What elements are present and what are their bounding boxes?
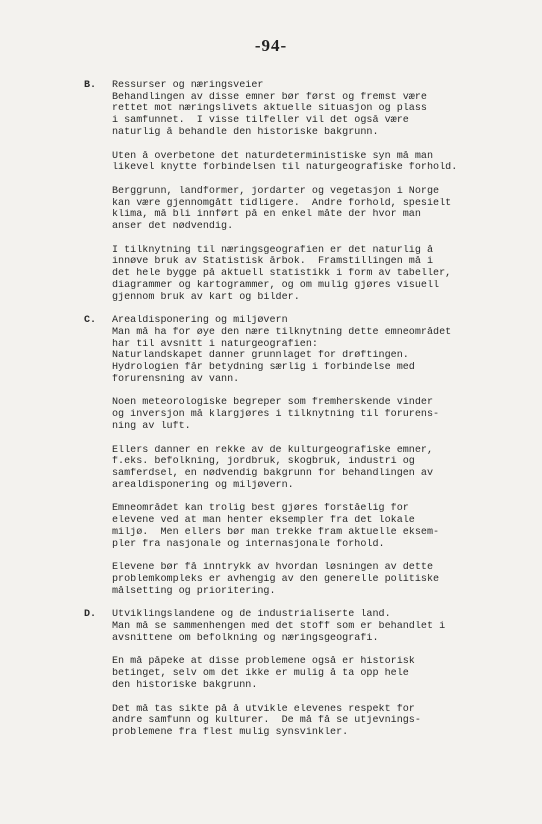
section-letter: B.	[84, 80, 97, 91]
page-number: -94-	[254, 36, 288, 55]
paragraph	[112, 186, 524, 233]
text-line: miljø. Men ellers bør man trekke fram aktuelle eksem-	[112, 526, 440, 538]
section-letter: C.	[84, 315, 97, 327]
text-line: ning av luft.	[112, 420, 191, 432]
paragraph	[112, 397, 524, 432]
text-line: betinget, selv om det ikke er mulig å ta opp hele	[112, 668, 409, 680]
text-line: Uten å overbetone det naturdeterministiske syn må man	[112, 150, 434, 162]
text-line: En må påpeke at disse problemene også er historisk	[112, 656, 415, 668]
text-line: samferdsel, en nødvendig bakgrunn for behandlingen av	[112, 467, 434, 479]
text-line: Ressurser og næringsveier	[112, 80, 264, 91]
text-line: f.eks. befolkning, jordbruk, skogbruk, industri og	[112, 456, 415, 468]
text-line: Ellers danner en rekke av de kulturgeografiske emner,	[112, 444, 434, 456]
paragraph	[112, 245, 524, 304]
document-body	[84, 80, 524, 751]
text-line: andre samfunn og kulturer. De må få se utjevnings-	[112, 715, 421, 727]
text-line: naturlig å behandle den historiske bakgrunn.	[112, 126, 379, 138]
section-b	[84, 80, 524, 303]
paragraph	[112, 704, 524, 739]
text-line: avsnittene om befolkning og næringsgeografi.	[112, 632, 379, 644]
paragraph	[112, 315, 524, 385]
text-line: og inversjon må klargjøres i tilknytning til forurens-	[112, 409, 440, 421]
text-line: har til avsnitt i naturgeografien:	[112, 338, 318, 350]
text-line: pler fra nasjonale og internasjonale forhold.	[112, 538, 385, 550]
section-letter: D.	[84, 609, 97, 621]
text-line: Hydrologien får betydning særlig i forbindelse med	[112, 362, 415, 374]
text-line: kan være gjennomgått tidligere. Andre forhold, spesielt	[112, 197, 452, 209]
text-line: Man må se sammenhengen med det stoff som er behandlet i	[112, 621, 446, 633]
text-line: Man må ha for øye den nære tilknytning dette emneområdet	[112, 326, 452, 338]
text-line: Arealdisponering og miljøvern	[112, 315, 288, 327]
text-line: elevene ved at man henter eksempler fra det lokale	[112, 515, 415, 527]
text-line: forurensning av vann.	[112, 373, 240, 385]
text-line: Elevene bør få inntrykk av hvordan løsningen av dette	[112, 562, 434, 574]
text-line: problemene fra flest mulig synsvinkler.	[112, 726, 349, 738]
paragraph	[112, 503, 524, 550]
section-d	[84, 609, 524, 738]
paragraph	[112, 562, 524, 597]
text-line: rettet mot næringslivets aktuelle situasjon og plass	[112, 103, 427, 115]
text-line: diagrammer og kartogrammer, og om mulig gjøres visuell	[112, 279, 440, 291]
text-line: Berggrunn, landformer, jordarter og vegetasjon i Norge	[112, 185, 440, 197]
text-line: anser det nødvendig.	[112, 221, 234, 233]
paragraph	[112, 445, 524, 492]
text-line: Naturlandskapet danner grunnlaget for drøftingen.	[112, 350, 409, 362]
text-line: arealdisponering og miljøvern.	[112, 479, 294, 491]
section-c	[84, 315, 524, 597]
paragraph	[112, 656, 524, 691]
paragraph	[112, 609, 524, 644]
text-line: Noen meteorologiske begreper som fremherskende vinder	[112, 397, 434, 409]
text-line: klima, må bli innført på en enkel måte der hvor man	[112, 209, 421, 221]
text-line: i samfunnet. I visse tilfeller vil det også være	[112, 115, 409, 127]
text-line: problemkompleks er avhengig av den generelle politiske	[112, 573, 440, 585]
text-line: målsetting og prioritering.	[112, 585, 276, 597]
text-line: gjennom bruk av kart og bilder.	[112, 291, 300, 303]
text-line: innøve bruk av Statistisk årbok. Framstillingen må i	[112, 256, 434, 268]
text-line: Utviklingslandene og de industrialiserte land.	[112, 609, 391, 621]
text-line: det hele bygge på aktuell statistikk i form av tabeller,	[112, 268, 452, 280]
text-line: I tilknytning til næringsgeografien er det naturlig å	[112, 244, 434, 256]
text-line: den historiske bakgrunn.	[112, 679, 258, 691]
text-line: Det må tas sikte på å utvikle elevenes respekt for	[112, 703, 415, 715]
text-line: likevel knytte forbindelsen til naturgeografiske forhold.	[112, 162, 458, 174]
text-line: Emneområdet kan trolig best gjøres forståelig for	[112, 503, 409, 515]
paragraph	[112, 151, 524, 174]
paragraph	[112, 80, 524, 139]
text-line: Behandlingen av disse emner bør først og fremst være	[112, 91, 427, 103]
